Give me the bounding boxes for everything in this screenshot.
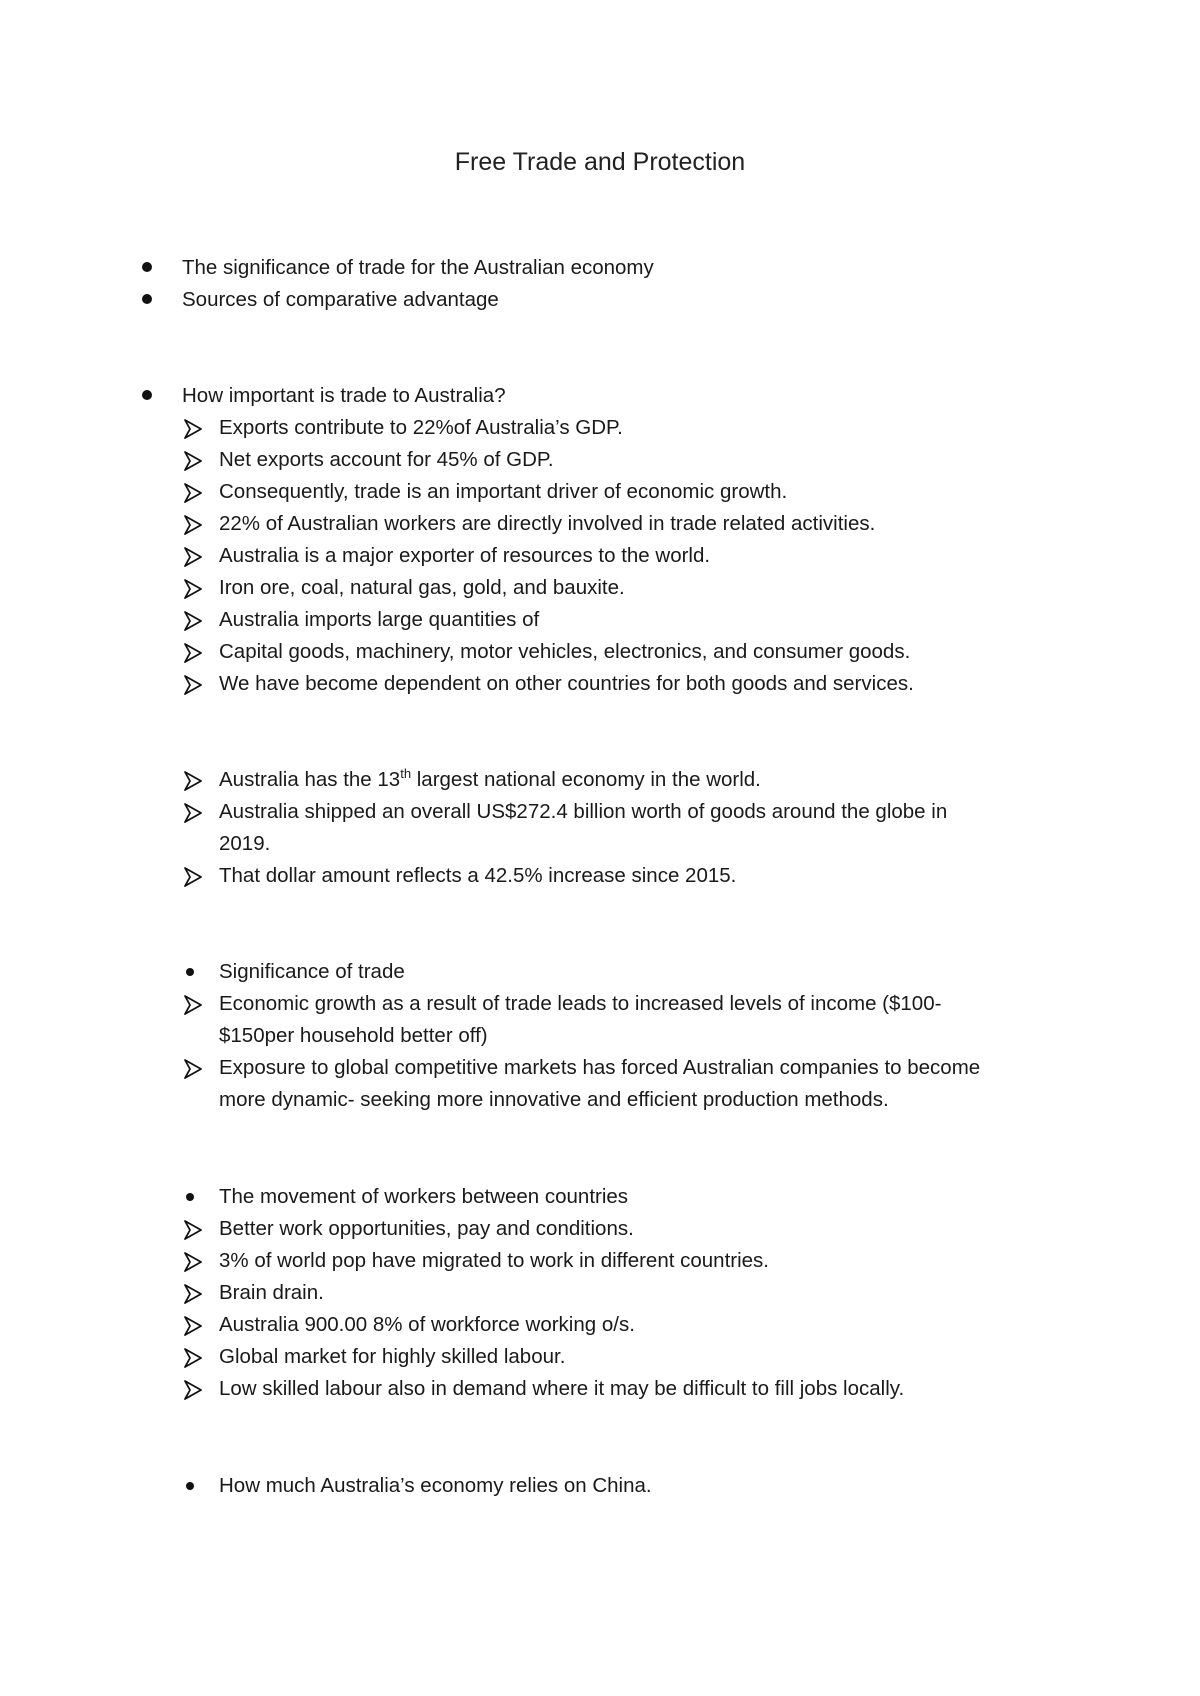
list-item: 22% of Australian workers are directly involved in trade related activities. <box>219 512 876 535</box>
list-item-text: largest national economy in the world. <box>411 768 761 791</box>
list-item: 3% of world pop have migrated to work in different countries. <box>219 1249 769 1272</box>
list-item <box>219 764 761 796</box>
list-item: Exports contribute to 22%of Australia’s GDP. <box>219 416 623 439</box>
list-item-continuation: 2019. <box>219 832 271 855</box>
arrow-bullet-icon <box>184 547 202 567</box>
arrow-bullet-icon <box>184 803 202 823</box>
list-item: Better work opportunities, pay and conditions. <box>219 1217 634 1240</box>
arrow-bullet-icon <box>184 515 202 535</box>
arrow-bullet-icon <box>184 1316 202 1336</box>
arrow-bullet-icon <box>184 483 202 503</box>
bullet-icon <box>186 968 194 976</box>
list-item: Australia shipped an overall US$272.4 billion worth of goods around the globe in <box>219 800 948 823</box>
list-item: Global market for highly skilled labour. <box>219 1345 566 1368</box>
arrow-bullet-icon <box>184 1220 202 1240</box>
section-heading: How much Australia’s economy relies on China. <box>219 1474 652 1497</box>
list-item: Exposure to global competitive markets has forced Australian companies to become <box>219 1056 981 1079</box>
bullet-icon <box>142 262 152 272</box>
arrow-bullet-icon <box>184 675 202 695</box>
bullet-icon <box>142 294 152 304</box>
arrow-bullet-icon <box>184 579 202 599</box>
list-item-continuation: more dynamic- seeking more innovative and efficient production methods. <box>219 1088 889 1111</box>
arrow-bullet-icon <box>184 451 202 471</box>
list-item: That dollar amount reflects a 42.5% increase since 2015. <box>219 864 737 887</box>
bullet-icon <box>186 1482 194 1490</box>
list-item: Consequently, trade is an important driver of economic growth. <box>219 480 788 503</box>
list-item: Australia is a major exporter of resources to the world. <box>219 544 711 567</box>
section-heading: The movement of workers between countries <box>219 1185 629 1208</box>
intro-item: Sources of comparative advantage <box>182 288 499 311</box>
list-item: Brain drain. <box>219 1281 324 1304</box>
arrow-bullet-icon <box>184 995 202 1015</box>
list-item-text: Australia has the 13 <box>219 768 401 791</box>
list-item: Iron ore, coal, natural gas, gold, and bauxite. <box>219 576 625 599</box>
arrow-bullet-icon <box>184 1380 202 1400</box>
list-item: Australia imports large quantities of <box>219 608 540 631</box>
section-heading: Significance of trade <box>219 960 405 983</box>
section-heading: How important is trade to Australia? <box>182 384 506 407</box>
document-title: Free Trade and Protection <box>454 148 746 176</box>
arrow-bullet-icon <box>184 1059 202 1079</box>
list-item-continuation: $150per household better off) <box>219 1024 488 1047</box>
arrow-bullet-icon <box>184 611 202 631</box>
list-item: Capital goods, machinery, motor vehicles, electronics, and consumer goods. <box>219 640 911 663</box>
arrow-bullet-icon <box>184 1348 202 1368</box>
intro-item: The significance of trade for the Australian economy <box>182 256 654 279</box>
arrow-bullet-icon <box>184 1284 202 1304</box>
list-item: Australia 900.00 8% of workforce working o/s. <box>219 1313 635 1336</box>
arrow-bullet-icon <box>184 771 202 791</box>
bullet-icon <box>142 390 152 400</box>
arrow-bullet-icon <box>184 643 202 663</box>
arrow-bullet-icon <box>184 419 202 439</box>
list-item: We have become dependent on other countries for both goods and services. <box>219 672 914 695</box>
list-item: Economic growth as a result of trade leads to increased levels of income ($100- <box>219 992 942 1015</box>
list-item: Low skilled labour also in demand where it may be difficult to fill jobs locally. <box>219 1377 905 1400</box>
arrow-bullet-icon <box>184 1252 202 1272</box>
arrow-bullet-icon <box>184 867 202 887</box>
ordinal-suffix: th <box>400 766 412 782</box>
list-item: Net exports account for 45% of GDP. <box>219 448 554 471</box>
bullet-icon <box>186 1193 194 1201</box>
